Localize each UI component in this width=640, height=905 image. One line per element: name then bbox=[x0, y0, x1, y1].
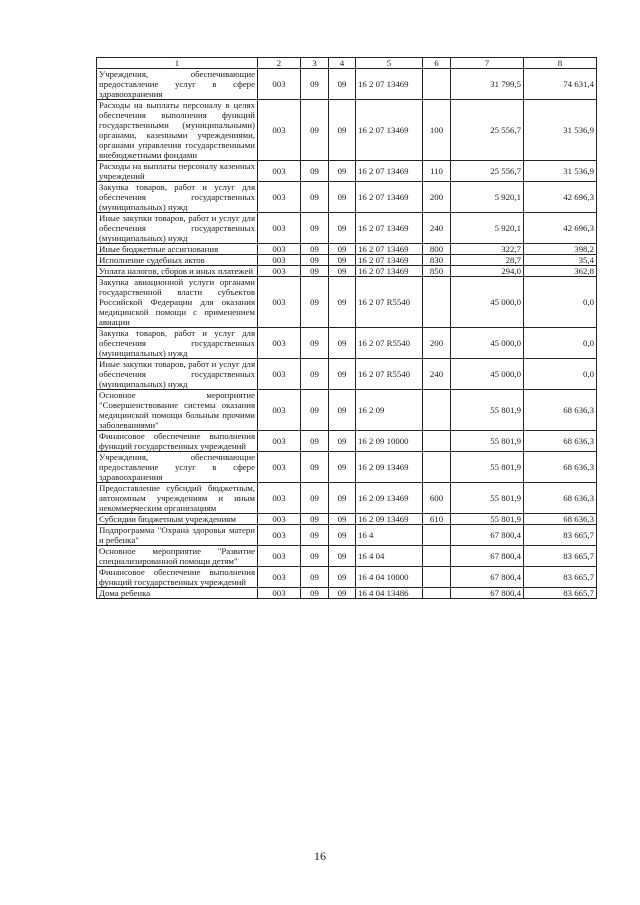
item-name-cell: Подпрограмма "Охрана здоровья матери и ребенка" bbox=[97, 525, 258, 546]
subsection-code-cell: 09 bbox=[329, 431, 356, 452]
subsection-code-cell: 09 bbox=[329, 514, 356, 525]
subsection-code-cell: 09 bbox=[329, 546, 356, 567]
ministry-code-cell: 003 bbox=[258, 161, 301, 182]
ministry-code-cell: 003 bbox=[258, 100, 301, 161]
ministry-code-cell: 003 bbox=[258, 359, 301, 390]
item-name-cell: Закупка авиационной услуги органами государственной власти субъектов Российской Федерации для оказания медицинской помощи с применением авиации bbox=[97, 277, 258, 328]
target-article-cell: 16 2 09 13469 bbox=[356, 483, 423, 514]
item-name-cell: Предоставление субсидий бюджетным, автономным учреждениям и иным некоммерческим организациям bbox=[97, 483, 258, 514]
section-code-cell: 09 bbox=[301, 213, 329, 244]
amount-col8-cell: 68 636,3 bbox=[524, 483, 597, 514]
amount-col7-cell: 25 556,7 bbox=[451, 161, 524, 182]
expense-type-cell bbox=[423, 452, 451, 483]
target-article-cell: 16 2 07 13469 bbox=[356, 213, 423, 244]
target-article-cell: 16 2 07 R5540 bbox=[356, 328, 423, 359]
ministry-code-cell: 003 bbox=[258, 255, 301, 266]
subsection-code-cell: 09 bbox=[329, 100, 356, 161]
item-name-cell: Исполнение судебных актов bbox=[97, 255, 258, 266]
table-row bbox=[97, 182, 597, 213]
section-code-cell: 09 bbox=[301, 255, 329, 266]
target-article-cell: 16 2 07 13469 bbox=[356, 161, 423, 182]
amount-col7-cell: 67 800,4 bbox=[451, 525, 524, 546]
ministry-code-cell: 003 bbox=[258, 182, 301, 213]
section-code-cell: 09 bbox=[301, 390, 329, 431]
table-row bbox=[97, 514, 597, 525]
expense-type-cell: 240 bbox=[423, 213, 451, 244]
ministry-code-cell: 003 bbox=[258, 567, 301, 588]
column-header: 8 bbox=[524, 58, 597, 69]
amount-col8-cell: 0,0 bbox=[524, 328, 597, 359]
item-name-cell: Субсидии бюджетным учреждениям bbox=[97, 514, 258, 525]
table-row bbox=[97, 328, 597, 359]
amount-col8-cell: 31 536,9 bbox=[524, 100, 597, 161]
table-row bbox=[97, 525, 597, 546]
ministry-code-cell: 003 bbox=[258, 244, 301, 255]
section-code-cell: 09 bbox=[301, 69, 329, 100]
ministry-code-cell: 003 bbox=[258, 390, 301, 431]
amount-col8-cell: 362,8 bbox=[524, 266, 597, 277]
expense-type-cell bbox=[423, 525, 451, 546]
target-article-cell: 16 2 09 13469 bbox=[356, 452, 423, 483]
amount-col8-cell: 83 665,7 bbox=[524, 588, 597, 599]
expense-type-cell bbox=[423, 431, 451, 452]
ministry-code-cell: 003 bbox=[258, 69, 301, 100]
expense-type-cell: 200 bbox=[423, 182, 451, 213]
target-article-cell: 16 4 04 10000 bbox=[356, 567, 423, 588]
table-row bbox=[97, 431, 597, 452]
table-row bbox=[97, 69, 597, 100]
section-code-cell: 09 bbox=[301, 244, 329, 255]
expense-type-cell: 600 bbox=[423, 483, 451, 514]
section-code-cell: 09 bbox=[301, 525, 329, 546]
amount-col8-cell: 0,0 bbox=[524, 277, 597, 328]
section-code-cell: 09 bbox=[301, 431, 329, 452]
page-number: 16 bbox=[314, 849, 326, 863]
table-row bbox=[97, 567, 597, 588]
subsection-code-cell: 09 bbox=[329, 182, 356, 213]
item-name-cell: Основное мероприятие "Совершенствование системы оказания медицинской помощи больным прочими заболеваниями" bbox=[97, 390, 258, 431]
table-row bbox=[97, 277, 597, 328]
subsection-code-cell: 09 bbox=[329, 277, 356, 328]
expense-type-cell: 850 bbox=[423, 266, 451, 277]
item-name-cell: Закупка товаров, работ и услуг для обеспечения государственных (муниципальных) нужд bbox=[97, 328, 258, 359]
expense-type-cell: 830 bbox=[423, 255, 451, 266]
subsection-code-cell: 09 bbox=[329, 328, 356, 359]
amount-col7-cell: 45 000,0 bbox=[451, 277, 524, 328]
table-row bbox=[97, 213, 597, 244]
column-header: 1 bbox=[97, 58, 258, 69]
amount-col8-cell: 68 636,3 bbox=[524, 390, 597, 431]
amount-col8-cell: 74 631,4 bbox=[524, 69, 597, 100]
section-code-cell: 09 bbox=[301, 277, 329, 328]
table-row bbox=[97, 359, 597, 390]
amount-col8-cell: 83 665,7 bbox=[524, 525, 597, 546]
column-header: 4 bbox=[329, 58, 356, 69]
expense-type-cell: 200 bbox=[423, 328, 451, 359]
subsection-code-cell: 09 bbox=[329, 483, 356, 514]
table-row bbox=[97, 546, 597, 567]
section-code-cell: 09 bbox=[301, 588, 329, 599]
item-name-cell: Дома ребенка bbox=[97, 588, 258, 599]
column-header: 5 bbox=[356, 58, 423, 69]
target-article-cell: 16 4 bbox=[356, 525, 423, 546]
subsection-code-cell: 09 bbox=[329, 359, 356, 390]
amount-col8-cell: 68 636,3 bbox=[524, 514, 597, 525]
amount-col7-cell: 322,7 bbox=[451, 244, 524, 255]
subsection-code-cell: 09 bbox=[329, 244, 356, 255]
amount-col7-cell: 45 000,0 bbox=[451, 328, 524, 359]
item-name-cell: Учреждения, обеспечивающие предоставление услуг в сфере здравоохранения bbox=[97, 69, 258, 100]
target-article-cell: 16 2 09 10000 bbox=[356, 431, 423, 452]
item-name-cell: Учреждения, обеспечивающие предоставление услуг в сфере здравоохранения bbox=[97, 452, 258, 483]
subsection-code-cell: 09 bbox=[329, 452, 356, 483]
expense-type-cell bbox=[423, 69, 451, 100]
table-row bbox=[97, 255, 597, 266]
expense-type-cell bbox=[423, 567, 451, 588]
subsection-code-cell: 09 bbox=[329, 588, 356, 599]
expense-type-cell: 110 bbox=[423, 161, 451, 182]
amount-col7-cell: 5 920,1 bbox=[451, 182, 524, 213]
item-name-cell: Финансовое обеспечение выполнения функций государственных учреждений bbox=[97, 431, 258, 452]
ministry-code-cell: 003 bbox=[258, 328, 301, 359]
subsection-code-cell: 09 bbox=[329, 266, 356, 277]
target-article-cell: 16 2 09 bbox=[356, 390, 423, 431]
item-name-cell: Уплата налогов, сборов и иных платежей bbox=[97, 266, 258, 277]
ministry-code-cell: 003 bbox=[258, 546, 301, 567]
section-code-cell: 09 bbox=[301, 546, 329, 567]
amount-col7-cell: 5 920,1 bbox=[451, 213, 524, 244]
header-row bbox=[97, 58, 597, 69]
item-name-cell: Иные закупки товаров, работ и услуг для обеспечения государственных (муниципальных) нужд bbox=[97, 213, 258, 244]
section-code-cell: 09 bbox=[301, 266, 329, 277]
target-article-cell: 16 2 07 13469 bbox=[356, 69, 423, 100]
amount-col8-cell: 35,4 bbox=[524, 255, 597, 266]
item-name-cell: Закупка товаров, работ и услуг для обеспечения государственных (муниципальных) нужд bbox=[97, 182, 258, 213]
table-row bbox=[97, 390, 597, 431]
ministry-code-cell: 003 bbox=[258, 452, 301, 483]
expense-type-cell: 800 bbox=[423, 244, 451, 255]
item-name-cell: Расходы на выплаты персоналу казенных учреждений bbox=[97, 161, 258, 182]
section-code-cell: 09 bbox=[301, 328, 329, 359]
ministry-code-cell: 003 bbox=[258, 431, 301, 452]
section-code-cell: 09 bbox=[301, 161, 329, 182]
amount-col7-cell: 294,0 bbox=[451, 266, 524, 277]
target-article-cell: 16 2 07 13469 bbox=[356, 100, 423, 161]
subsection-code-cell: 09 bbox=[329, 525, 356, 546]
ministry-code-cell: 003 bbox=[258, 483, 301, 514]
table-row bbox=[97, 588, 597, 599]
table-body bbox=[97, 69, 597, 599]
column-header: 6 bbox=[423, 58, 451, 69]
target-article-cell: 16 2 07 13469 bbox=[356, 255, 423, 266]
expense-type-cell: 610 bbox=[423, 514, 451, 525]
target-article-cell: 16 2 07 R5540 bbox=[356, 359, 423, 390]
section-code-cell: 09 bbox=[301, 567, 329, 588]
amount-col8-cell: 42 696,3 bbox=[524, 213, 597, 244]
section-code-cell: 09 bbox=[301, 100, 329, 161]
amount-col7-cell: 67 800,4 bbox=[451, 567, 524, 588]
amount-col7-cell: 55 801,9 bbox=[451, 514, 524, 525]
ministry-code-cell: 003 bbox=[258, 266, 301, 277]
subsection-code-cell: 09 bbox=[329, 390, 356, 431]
target-article-cell: 16 4 04 bbox=[356, 546, 423, 567]
target-article-cell: 16 2 07 13469 bbox=[356, 244, 423, 255]
section-code-cell: 09 bbox=[301, 452, 329, 483]
ministry-code-cell: 003 bbox=[258, 525, 301, 546]
expense-type-cell: 100 bbox=[423, 100, 451, 161]
table-row bbox=[97, 266, 597, 277]
target-article-cell: 16 2 07 13469 bbox=[356, 182, 423, 213]
amount-col7-cell: 45 000,0 bbox=[451, 359, 524, 390]
target-article-cell: 16 2 07 R5540 bbox=[356, 277, 423, 328]
column-header: 3 bbox=[301, 58, 329, 69]
item-name-cell: Финансовое обеспечение выполнения функций государственных учреждений bbox=[97, 567, 258, 588]
amount-col7-cell: 31 799,5 bbox=[451, 69, 524, 100]
amount-col8-cell: 68 636,3 bbox=[524, 431, 597, 452]
expense-type-cell bbox=[423, 277, 451, 328]
ministry-code-cell: 003 bbox=[258, 514, 301, 525]
item-name-cell: Основное мероприятие "Развитие специализированной помощи детям" bbox=[97, 546, 258, 567]
section-code-cell: 09 bbox=[301, 182, 329, 213]
target-article-cell: 16 2 09 13469 bbox=[356, 514, 423, 525]
section-code-cell: 09 bbox=[301, 514, 329, 525]
amount-col8-cell: 83 665,7 bbox=[524, 567, 597, 588]
amount-col8-cell: 31 536,9 bbox=[524, 161, 597, 182]
target-article-cell: 16 2 07 13469 bbox=[356, 266, 423, 277]
subsection-code-cell: 09 bbox=[329, 567, 356, 588]
table-row bbox=[97, 483, 597, 514]
section-code-cell: 09 bbox=[301, 359, 329, 390]
table-row bbox=[97, 452, 597, 483]
table-row bbox=[97, 161, 597, 182]
expense-type-cell: 240 bbox=[423, 359, 451, 390]
ministry-code-cell: 003 bbox=[258, 213, 301, 244]
amount-col7-cell: 55 801,9 bbox=[451, 390, 524, 431]
amount-col8-cell: 42 696,3 bbox=[524, 182, 597, 213]
table-row bbox=[97, 100, 597, 161]
amount-col8-cell: 68 636,3 bbox=[524, 452, 597, 483]
subsection-code-cell: 09 bbox=[329, 161, 356, 182]
subsection-code-cell: 09 bbox=[329, 69, 356, 100]
expense-type-cell bbox=[423, 588, 451, 599]
amount-col7-cell: 28,7 bbox=[451, 255, 524, 266]
item-name-cell: Иные закупки товаров, работ и услуг для обеспечения государственных (муниципальных) нужд bbox=[97, 359, 258, 390]
amount-col7-cell: 67 800,4 bbox=[451, 588, 524, 599]
table-row bbox=[97, 244, 597, 255]
expense-type-cell bbox=[423, 390, 451, 431]
column-header: 2 bbox=[258, 58, 301, 69]
amount-col8-cell: 0,0 bbox=[524, 359, 597, 390]
item-name-cell: Расходы на выплаты персоналу в целях обеспечения выполнения функций государственными (муниципальными) органами, казенными учреждениями, органами управления государственными внебюджетными фондами bbox=[97, 100, 258, 161]
ministry-code-cell: 003 bbox=[258, 588, 301, 599]
amount-col8-cell: 398,2 bbox=[524, 244, 597, 255]
ministry-code-cell: 003 bbox=[258, 277, 301, 328]
column-header: 7 bbox=[451, 58, 524, 69]
amount-col7-cell: 55 801,9 bbox=[451, 483, 524, 514]
subsection-code-cell: 09 bbox=[329, 213, 356, 244]
amount-col7-cell: 67 800,4 bbox=[451, 546, 524, 567]
amount-col7-cell: 55 801,9 bbox=[451, 431, 524, 452]
expense-type-cell bbox=[423, 546, 451, 567]
subsection-code-cell: 09 bbox=[329, 255, 356, 266]
budget-table bbox=[96, 57, 597, 599]
item-name-cell: Иные бюджетные ассигнования bbox=[97, 244, 258, 255]
amount-col7-cell: 25 556,7 bbox=[451, 100, 524, 161]
section-code-cell: 09 bbox=[301, 483, 329, 514]
amount-col7-cell: 55 801,9 bbox=[451, 452, 524, 483]
target-article-cell: 16 4 04 13486 bbox=[356, 588, 423, 599]
amount-col8-cell: 83 665,7 bbox=[524, 546, 597, 567]
